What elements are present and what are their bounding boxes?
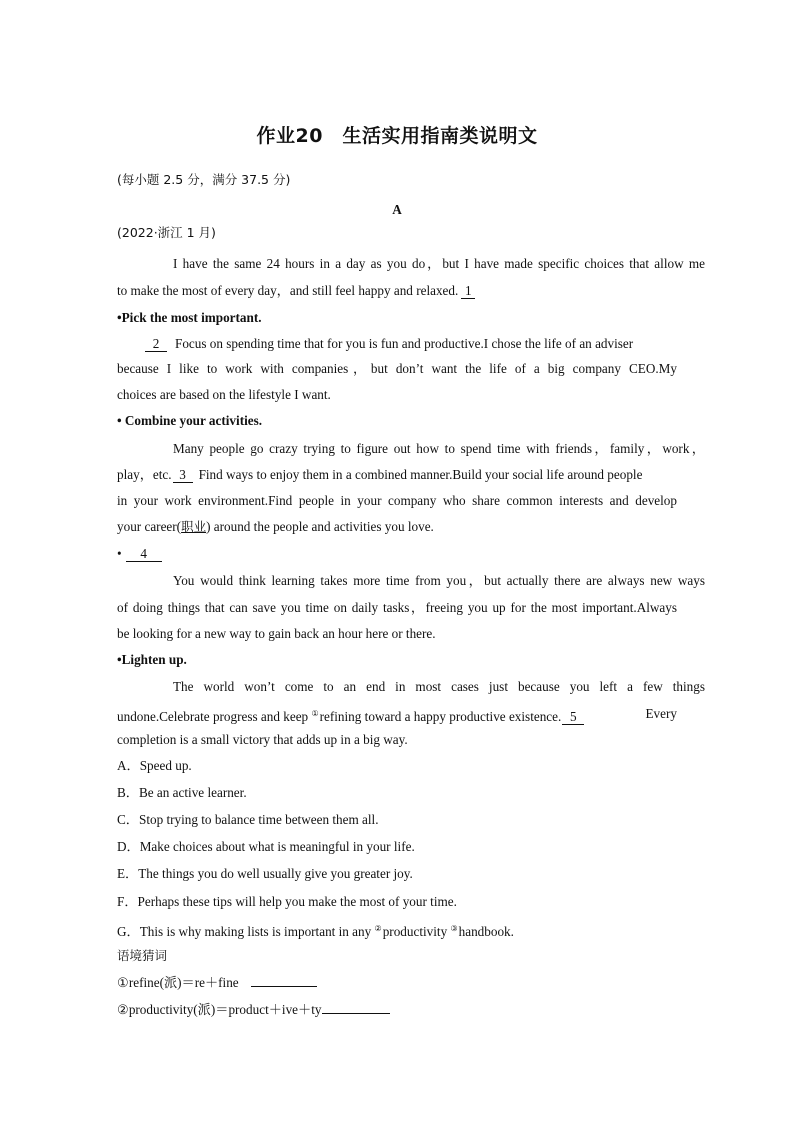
p5-line-2-group — [117, 705, 584, 726]
intro-line-2 — [117, 282, 475, 300]
p4-line-1: You would think learning takes more time from you，but actually there are always new ways — [173, 573, 705, 588]
option-g-word-1: productivity — [382, 924, 448, 939]
career-gloss: 职业 — [181, 519, 207, 534]
source-note: (2022·浙江 1 月) — [117, 225, 216, 240]
p2-line-1 — [145, 335, 677, 353]
p3-line-4-start: your career( — [117, 519, 182, 534]
section-label: A — [392, 202, 402, 217]
option-g — [117, 920, 514, 941]
p3-line-2 — [117, 466, 642, 484]
page-title: 作业20 生活实用指南类说明文 — [256, 125, 538, 147]
heading-lighten-up: •Lighten up. — [117, 652, 187, 667]
p5-line-2 — [117, 705, 677, 726]
blank-2: 2 — [145, 336, 167, 352]
p4-line-2: of doing things that can save you time on daily tasks，freeing you up for the most important.Always — [117, 600, 677, 615]
option-b: B．Be an active learner. — [117, 785, 247, 800]
p2-line-1-text: Focus on spending time that for you is fun and productive.I chose the life of an adviser — [175, 336, 634, 351]
p3-line-4-end: ) around the people and activities you love. — [206, 519, 434, 534]
vocab-item-2-text: ②productivity(派)＝product＋ive＋ty — [117, 1002, 322, 1017]
p3-line-3: in your work environment.Find people in your company who share common interests and develop — [117, 493, 677, 508]
p5-line-2-mid: refining toward a happy productive existence. — [319, 709, 562, 724]
heading-blank-4 — [117, 545, 162, 563]
p3-line-2-start: play，etc. — [117, 467, 172, 482]
blank-5: 5 — [562, 709, 584, 725]
intro-line-1: I have the same 24 hours in a day as you do，but I have made specific choices that allow me — [173, 256, 705, 271]
p5-line-2-start: undone.Celebrate progress and keep — [117, 709, 309, 724]
p2-line-3: choices are based on the lifestyle I want. — [117, 387, 331, 402]
option-c: C．Stop trying to balance time between them all. — [117, 812, 379, 827]
footnote-mark-3: ③ — [450, 924, 458, 933]
p3-line-4 — [117, 518, 434, 536]
vocab-item-1 — [117, 974, 317, 992]
vocab-answer-1[interactable] — [251, 974, 317, 987]
option-e: E．The things you do well usually give you greater joy. — [117, 866, 413, 881]
score-note: (每小题 2.5 分，满分 37.5 分) — [117, 172, 291, 187]
p3-line-1: Many people go crazy trying to figure out how to spend time with friends，family，work， — [173, 441, 705, 456]
option-g-text: G．This is why making lists is important in any — [117, 924, 372, 939]
vocab-heading: 语境猜词 — [117, 948, 168, 963]
p2-line-2: because I like to work with companies，but don’t want the life of a big company CEO.My — [117, 361, 677, 376]
option-d: D．Make choices about what is meaningful in your life. — [117, 839, 415, 854]
vocab-item-1-text: ①refine(派)＝re＋fine — [117, 975, 239, 990]
heading-pick-most-important: •Pick the most important. — [117, 310, 262, 325]
option-a: A．Speed up. — [117, 758, 192, 773]
blank-1: 1 — [461, 283, 475, 299]
p5-line-2-end: Every — [645, 706, 677, 721]
bullet: • — [117, 546, 122, 561]
p5-line-1: The world won’t come to an end in most cases just because you left a few things — [173, 679, 705, 694]
vocab-item-2 — [117, 1001, 390, 1019]
option-f: F．Perhaps these tips will help you make the most of your time. — [117, 894, 457, 909]
intro-text: to make the most of every day，and still feel happy and relaxed. — [117, 283, 459, 298]
p3-line-2-end: Find ways to enjoy them in a combined manner.Build your social life around people — [198, 467, 643, 482]
blank-4: 4 — [126, 546, 162, 562]
vocab-answer-2[interactable] — [322, 1001, 390, 1014]
p5-line-3: completion is a small victory that adds up in a big way. — [117, 732, 408, 747]
footnote-mark-2: ② — [374, 924, 382, 933]
heading-combine-activities: • Combine your activities. — [117, 413, 263, 428]
option-g-word-2: handbook. — [458, 924, 514, 939]
blank-3: 3 — [173, 467, 193, 483]
p4-line-3: be looking for a new way to gain back an hour here or there. — [117, 626, 436, 641]
footnote-mark-1: ① — [311, 709, 319, 718]
